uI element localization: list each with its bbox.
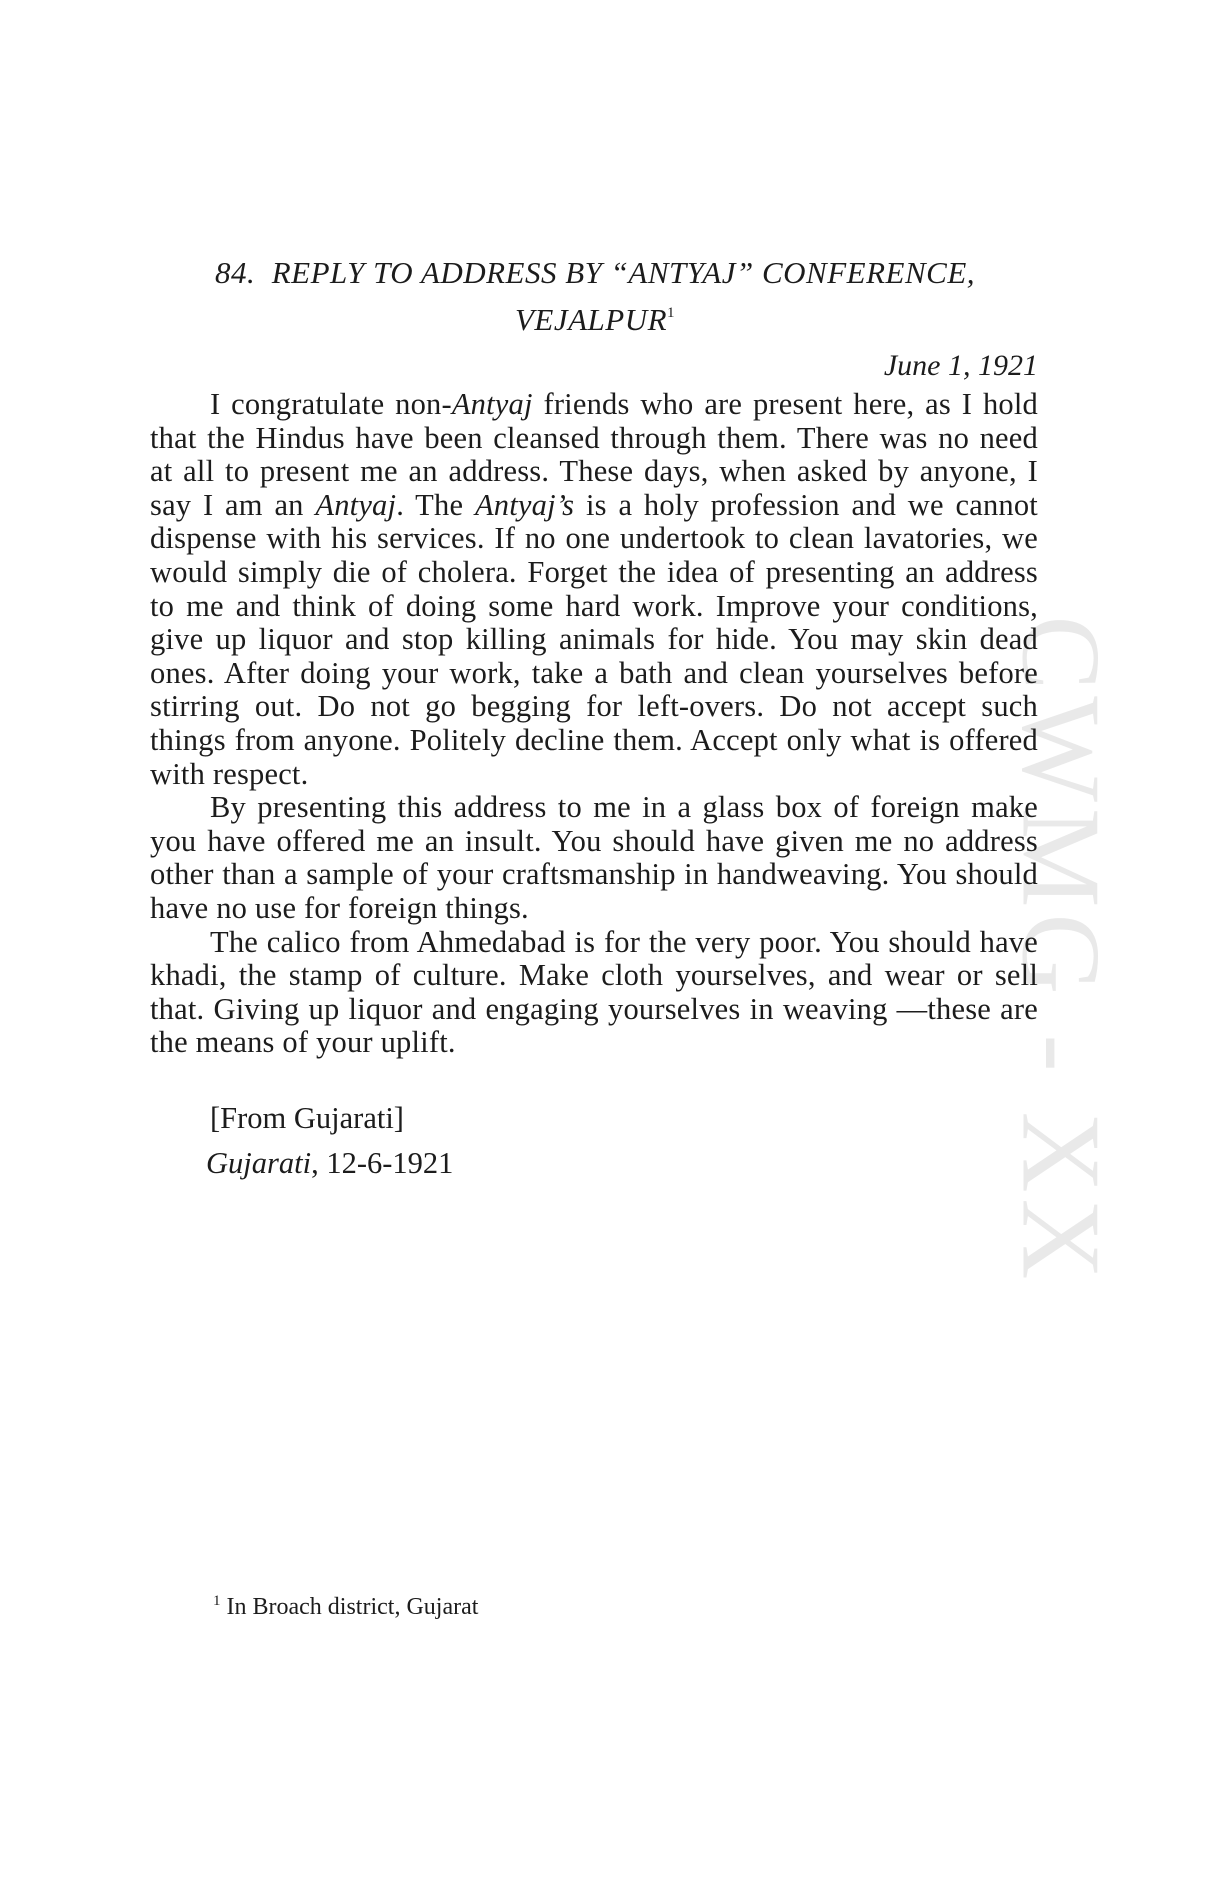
article-title-line-2: VEJALPUR — [514, 302, 668, 337]
dateline: June 1, 1921 — [883, 349, 1038, 382]
paragraph-2: By presenting this address to me in a glass box of foreign make you have offered me an insult. You should have given me no address other than a sample of your craftsmanship in handweaving. You should have no use for foreign things. — [150, 790, 1038, 925]
footnote-reference: 1 — [667, 305, 676, 321]
paragraph-1-italic-b: Antyaj — [315, 487, 397, 522]
citation — [206, 1146, 453, 1180]
paragraph-1-italic-c: Antyaj’s — [474, 487, 575, 522]
paragraph-3: The calico from Ahmedabad is for the very poor. You should have khadi, the stamp of culture. Make cloth yourselves, and wear or sell that. Giving up liquor and engaging yourselves in weaving —these are the means of your uplift. — [150, 924, 1038, 1060]
article-heading — [150, 252, 1040, 340]
paragraph-1-text-a: I congratulate non- — [210, 387, 452, 421]
citation-date: , 12-6-1921 — [311, 1146, 454, 1180]
paragraph-1-text-c: . The — [396, 487, 475, 522]
citation-publication: Gujarati — [206, 1146, 312, 1180]
article-title-line-1: REPLY TO ADDRESS BY “ANTYAJ” CONFERENCE, — [271, 255, 976, 290]
paragraph-1-text-d: is a holy profession and we cannot dispense with his services. If no one undertook to clean lavatories, we would simply die of cholera. Forget the idea of presenting an address to me and think of doing some hard work. Improve your conditions, give up liquor and stop killing animals for hide. You may skin dead ones. After doing your work, take a bath and clean yourselves before stirring out. Do not go begging for left-overs. Do not accept such things from anyone. Politely decline them. Accept only what is offered with respect. — [150, 487, 1038, 791]
footnote-marker: 1 — [213, 1593, 221, 1609]
paragraph-1-text-b: friends who are present here, as I hold that the Hindus have been cleansed through them. There was no need at all to present me an address. These days, when asked by anyone, I say I am an — [150, 387, 1039, 522]
heading-line-1 — [150, 252, 1040, 293]
footnote-text: In Broach district, Gujarat — [220, 1594, 479, 1620]
paragraph-1-italic-a: Antyaj — [451, 387, 533, 421]
source-note: [From Gujarati] — [210, 1101, 404, 1135]
watermark-text: CWMG - XX — [998, 615, 1123, 1285]
article-number: 84. — [214, 255, 256, 290]
article-body — [150, 388, 1038, 1060]
heading-line-2 — [150, 293, 1040, 340]
paragraph-1 — [150, 388, 1038, 791]
footnote — [213, 1586, 478, 1622]
